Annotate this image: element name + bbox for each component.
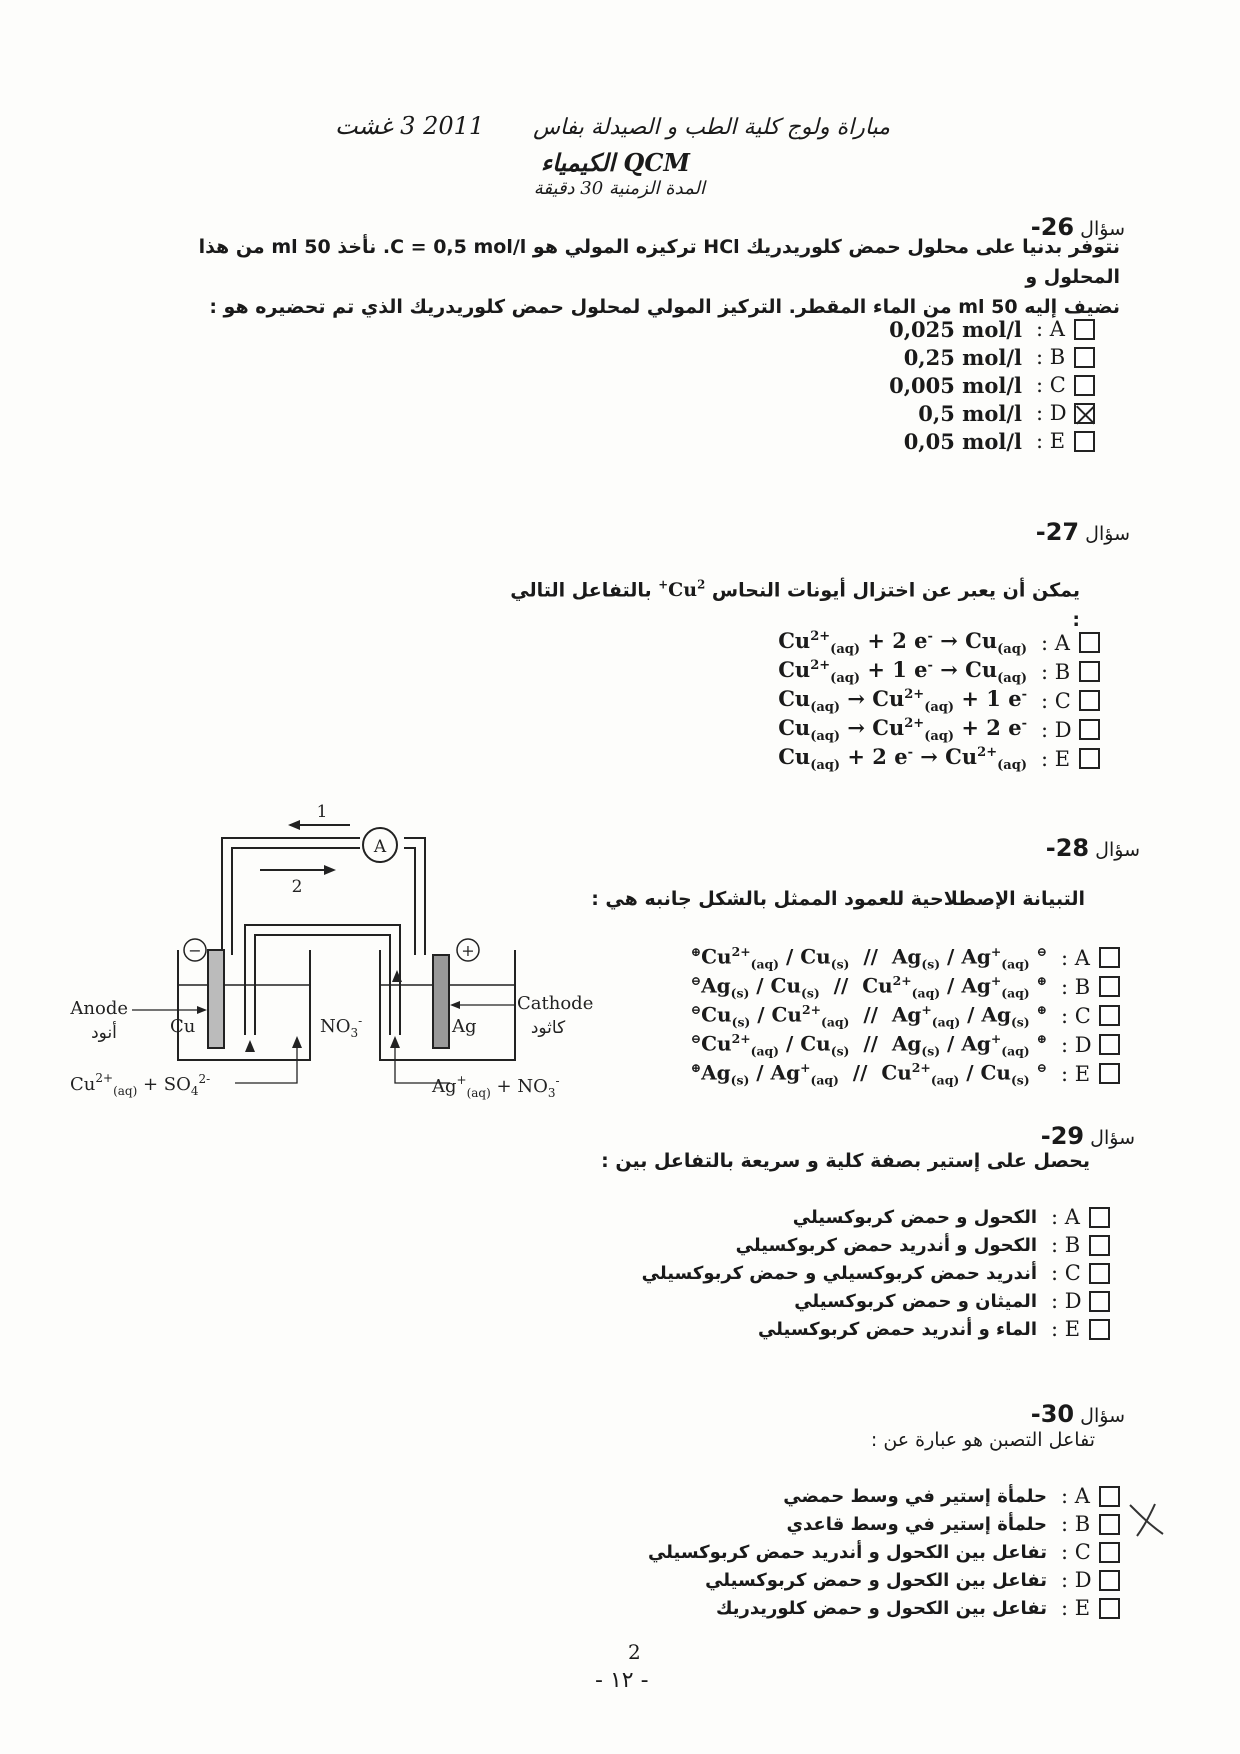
option-text: تفاعل بين الكحول و أندريد حمض كربوكسيلي: [647, 1541, 1047, 1563]
option-text: الميثان و حمض كربوكسيلي: [794, 1290, 1037, 1312]
option-row[interactable]: [700, 686, 1100, 715]
option-text: $Cu_{(aq)} \to Cu^{2+}_{(aq)} + 2$ e-: [778, 714, 1027, 745]
option-row[interactable]: [560, 1510, 1120, 1538]
option-text: الماء و أندريد حمض كربوكسيلي: [757, 1318, 1037, 1340]
option-text: الكحول و أندريد حمض كربوكسيلي: [735, 1234, 1037, 1256]
question-28-options: [640, 943, 1120, 1088]
question-30-label: [1000, 1400, 1125, 1428]
option-row[interactable]: [700, 315, 1095, 343]
option-row[interactable]: [640, 943, 1120, 972]
option-text: تفاعل بين الكحول و حمض كلوريدريك: [715, 1597, 1047, 1619]
option-letter: : E: [1041, 746, 1071, 771]
question-number: 26-: [1030, 213, 1075, 241]
option-letter: : C: [1041, 688, 1071, 713]
question-text-line: نتوفر بدنيا على محلول حمض كلوريدريك HCl تركيزه المولي هو C = 0,5 mol/l. نأخذ 50 ml من هذا المحلول و: [198, 236, 1120, 288]
question-label-word: سؤال: [1085, 523, 1130, 545]
option-row[interactable]: [700, 628, 1100, 657]
option-text: أندريد حمض كربوكسيلي و حمض كربوكسيلي: [641, 1262, 1037, 1284]
option-letter: : D: [1041, 717, 1072, 742]
option-letter: : E: [1036, 429, 1066, 453]
option-letter: : B: [1061, 1512, 1091, 1536]
option-text: 0,025 mol/l: [889, 316, 1022, 342]
checkbox[interactable]: [1099, 1063, 1120, 1084]
option-row[interactable]: [560, 1594, 1120, 1622]
checkbox[interactable]: [1074, 319, 1095, 340]
ammeter-label: A: [373, 837, 387, 857]
handwritten-mark: [1125, 1500, 1170, 1540]
negative-terminal: −: [188, 941, 202, 960]
checkbox[interactable]: [1074, 347, 1095, 368]
checkbox[interactable]: [1099, 1542, 1120, 1563]
option-row[interactable]: [700, 657, 1100, 686]
option-letter: : B: [1036, 345, 1066, 369]
option-letter: : C: [1061, 1003, 1091, 1028]
option-text: $^⊖Cu^{2+}_{(aq)} / Cu_{(s)} // Ag_{(s)} / Ag^+_{(aq)}$ ⊕: [690, 1030, 1047, 1059]
exam-subject: QCM الكيمياء: [540, 148, 690, 177]
arrow-label-1: 1: [316, 802, 328, 822]
option-text: $Cu_{(aq)} + 2$ $e^- \to Cu^{2+}_{(aq)}$: [778, 743, 1027, 774]
question-30-text: تفاعل التصبن هو عبارة عن :: [870, 1429, 1095, 1451]
cathode-label: Cathode: [517, 993, 594, 1014]
question-30-options: [560, 1482, 1120, 1622]
option-letter: : D: [1051, 1289, 1082, 1313]
anode-label-ar: أنود: [91, 1023, 117, 1043]
question-number: 28-: [1045, 834, 1090, 862]
question-27-options: [700, 628, 1100, 773]
option-letter: : C: [1036, 373, 1066, 397]
checkbox[interactable]: [1079, 632, 1100, 653]
question-29-options: [620, 1203, 1110, 1343]
checkbox[interactable]: [1089, 1207, 1110, 1228]
option-row[interactable]: [700, 744, 1100, 773]
question-label-word: سؤال: [1080, 218, 1125, 240]
option-letter: : C: [1061, 1540, 1091, 1564]
option-letter: : D: [1036, 401, 1067, 425]
checkbox[interactable]: [1099, 947, 1120, 968]
option-text: 0,05 mol/l: [903, 428, 1022, 454]
option-letter: : A: [1061, 1484, 1090, 1508]
option-text: $Cu^{2+}_{(aq)} + 1$ $e^- \to Cu_{(aq)}$: [778, 656, 1027, 687]
option-text: حلمأة إستير في وسط قاعدي: [786, 1513, 1047, 1535]
question-label-word: سؤال: [1090, 1127, 1135, 1149]
arrow-label-2: 2: [291, 877, 303, 897]
option-text: $Cu_{(aq)} \to Cu^{2+}_{(aq)} + 1$ e-: [778, 685, 1027, 716]
checkbox[interactable]: [1079, 690, 1100, 711]
exam-date: 2011 3 غشت: [335, 112, 485, 140]
option-text: تفاعل بين الكحول و حمض كربوكسيلي: [705, 1569, 1047, 1591]
cathode-label-ar: كاثود: [530, 1018, 566, 1038]
option-row[interactable]: [560, 1566, 1120, 1594]
question-number: 29-: [1040, 1122, 1085, 1150]
option-letter: : A: [1041, 630, 1070, 655]
checkbox[interactable]: [1089, 1235, 1110, 1256]
option-row[interactable]: [700, 399, 1095, 427]
checkbox[interactable]: [1099, 1034, 1120, 1055]
checkbox[interactable]: [1099, 976, 1120, 997]
option-row[interactable]: [640, 1030, 1120, 1059]
option-text: $^⊖Cu_{(s)} / Cu^{2+}_{(aq)} // Ag^+_{(aq)} / Ag_{(s)}$ ⊕: [690, 1001, 1047, 1030]
option-row[interactable]: [620, 1231, 1110, 1259]
checkbox[interactable]: [1089, 1263, 1110, 1284]
option-letter: : D: [1061, 1032, 1092, 1057]
checkbox[interactable]: [1079, 661, 1100, 682]
option-text: $^\oplus Cu^{2+}_{(aq)} / Cu_{(s)} // Ag_{(s)} / Ag^+_{(aq)}$ ⊖: [690, 943, 1047, 972]
option-row[interactable]: [640, 972, 1120, 1001]
option-row[interactable]: [560, 1538, 1120, 1566]
checkbox[interactable]: [1099, 1598, 1120, 1619]
page-number-arabic: - ١٢ -: [595, 1668, 649, 1693]
option-row[interactable]: [620, 1203, 1110, 1231]
option-row[interactable]: [640, 1001, 1120, 1030]
option-letter: : D: [1061, 1568, 1092, 1592]
checkbox[interactable]: [1099, 1570, 1120, 1591]
option-text: 0,25 mol/l: [903, 344, 1022, 370]
left-solution-label: $Cu^{2+}_{(aq)} + SO_4^{2-}$: [70, 1071, 211, 1098]
copper-electrode-label: Cu: [170, 1016, 196, 1037]
option-letter: : A: [1051, 1205, 1080, 1229]
question-label-word: سؤال: [1095, 839, 1140, 861]
silver-electrode-label: Ag: [452, 1016, 477, 1037]
nitrate-label: $NO_3^-$: [320, 1014, 363, 1040]
option-row[interactable]: [620, 1259, 1110, 1287]
option-text: $Cu^{2+}_{(aq)} + 2$ $e^- \to Cu_{(aq)}$: [778, 627, 1027, 658]
option-letter: : E: [1061, 1061, 1091, 1086]
option-letter: : E: [1051, 1317, 1081, 1341]
checkbox[interactable]: [1074, 375, 1095, 396]
option-text: الكحول و حمض كربوكسيلي: [792, 1206, 1037, 1228]
checkbox[interactable]: [1089, 1319, 1110, 1340]
question-26-text: [150, 232, 1120, 322]
option-letter: : E: [1061, 1596, 1091, 1620]
question-number: 30-: [1030, 1400, 1075, 1428]
checkbox[interactable]: [1074, 431, 1095, 452]
question-26-options: [700, 315, 1095, 455]
exam-title: مباراة ولوج كلية الطب و الصيدلة بفاس: [533, 115, 890, 140]
option-text: 0,5 mol/l: [918, 400, 1022, 426]
checkbox[interactable]: [1089, 1291, 1110, 1312]
page-number: 2: [628, 1640, 641, 1664]
question-number: 27-: [1035, 518, 1080, 546]
positive-terminal: +: [461, 941, 475, 960]
option-letter: : A: [1061, 945, 1090, 970]
option-row[interactable]: [700, 427, 1095, 455]
question-28-text: التبيانة الإصطلاحية للعمود الممثل بالشكل جانبه هي :: [591, 888, 1085, 910]
anode-label: Anode: [70, 998, 128, 1019]
question-27-label: [1000, 518, 1130, 546]
option-letter: : B: [1051, 1233, 1081, 1257]
option-text: $^⊖Ag_{(s)} / Cu_{(s)} // Cu^{2+}_{(aq)} / Ag^+_{(aq)}$ ⊕: [690, 972, 1047, 1001]
right-solution-label: $Ag^+_{(aq)} + NO_3^-$: [432, 1073, 560, 1100]
option-letter: : B: [1061, 974, 1091, 999]
option-row[interactable]: [620, 1287, 1110, 1315]
question-27-text: يمكن أن يعبر عن اختزال أيونات النحاس $Cu^{2+}$ بالتفاعل التالي :: [510, 578, 1080, 632]
option-text: حلمأة إستير في وسط حمضي: [783, 1485, 1047, 1507]
option-letter: : B: [1041, 659, 1071, 684]
option-row[interactable]: [700, 715, 1100, 744]
option-row[interactable]: [700, 343, 1095, 371]
question-29-text: يحصل على إستير بصفة كلية و سريعة بالتفاعل بين :: [601, 1150, 1090, 1172]
checkbox[interactable]: [1079, 719, 1100, 740]
checkbox-checked[interactable]: [1074, 403, 1095, 424]
electrochemical-cell-diagram: [60, 800, 620, 1130]
option-text: $^\oplus Ag_{(s)} / Ag^+_{(aq)} // Cu^{2+}_{(aq)} / Cu_{(s)}$ ⊖: [690, 1059, 1047, 1088]
option-row[interactable]: [620, 1315, 1110, 1343]
checkbox[interactable]: [1099, 1514, 1120, 1535]
option-letter: : A: [1036, 317, 1065, 341]
option-row[interactable]: [700, 371, 1095, 399]
checkbox[interactable]: [1099, 1486, 1120, 1507]
question-text-line: نضيف إليه 50 ml من الماء المقطر. التركيز المولي لمحلول حمض كلوريدريك الذي تم تحضيره هو :: [209, 296, 1120, 318]
checkbox[interactable]: [1099, 1005, 1120, 1026]
question-label-word: سؤال: [1080, 1405, 1125, 1427]
exam-duration: المدة الزمنية 30 دقيقة: [533, 178, 705, 199]
option-letter: : C: [1051, 1261, 1081, 1285]
option-row[interactable]: [560, 1482, 1120, 1510]
question-28-label: [1000, 834, 1140, 862]
option-text: 0,005 mol/l: [889, 372, 1022, 398]
checkbox[interactable]: [1079, 748, 1100, 769]
option-row[interactable]: [640, 1059, 1120, 1088]
